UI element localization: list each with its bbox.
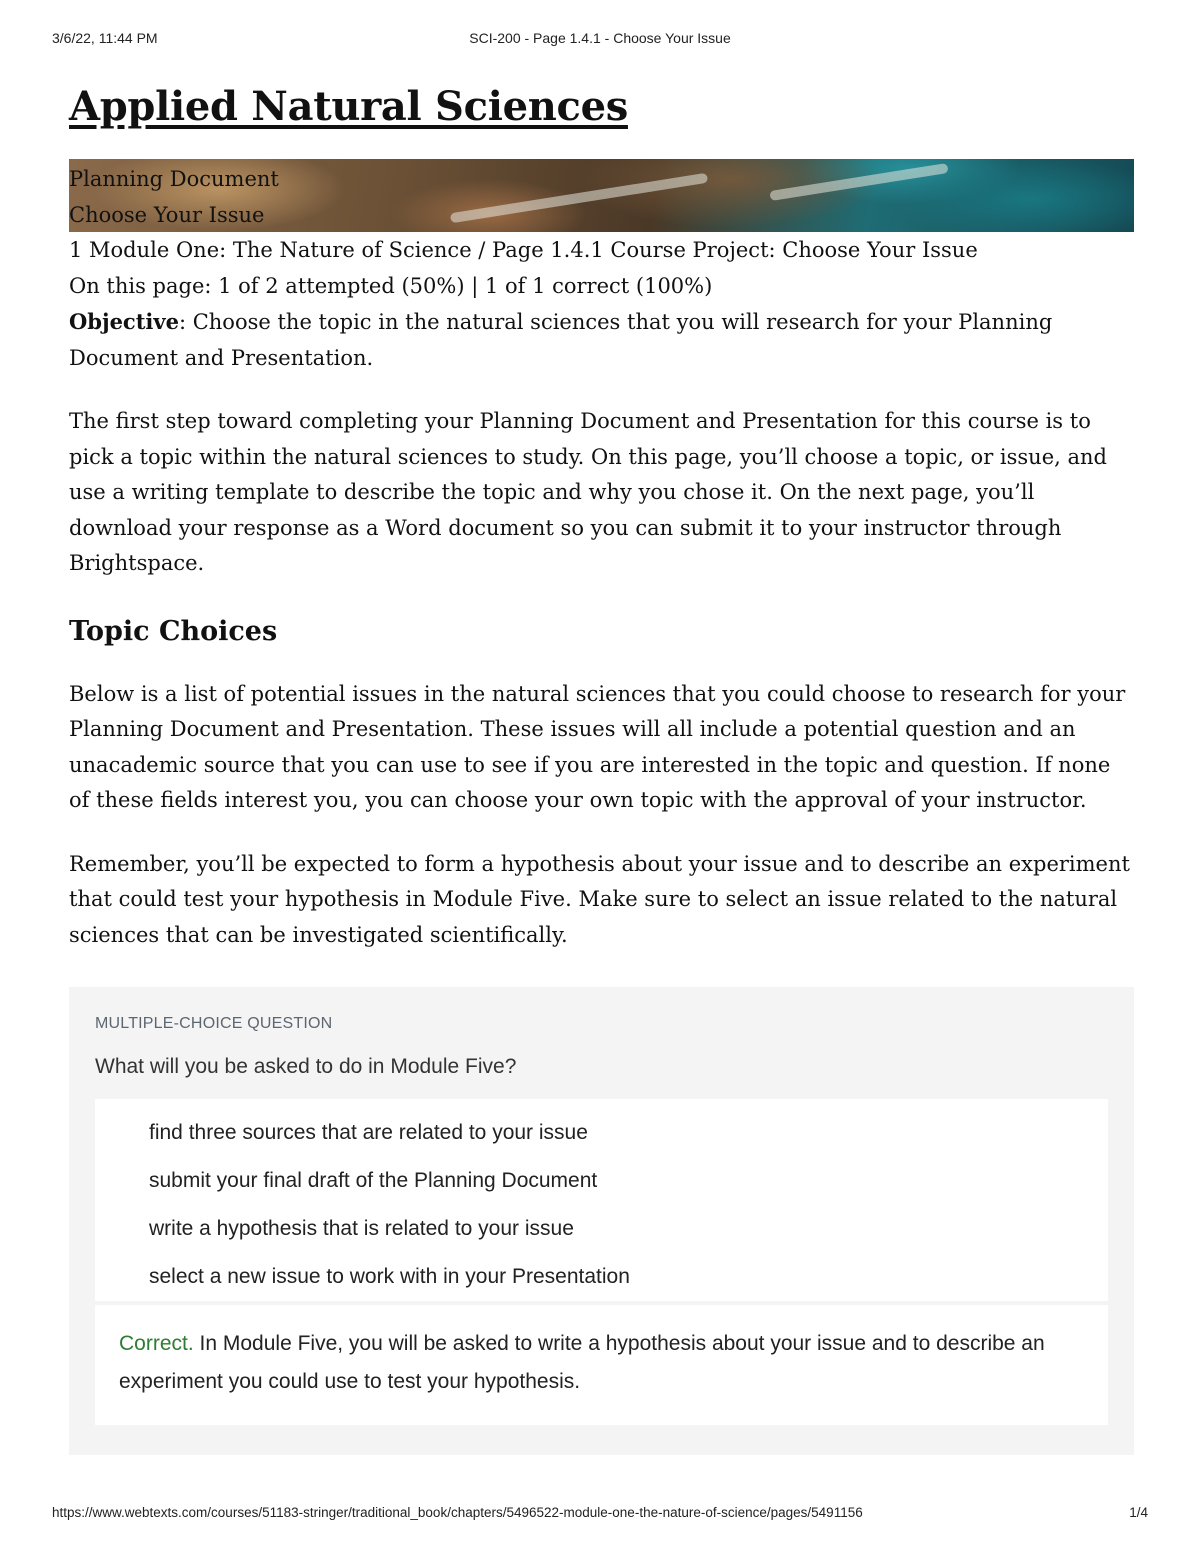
breadcrumb: 1 Module One: The Nature of Science / Page 1.4.1 Course Project: Choose Your Issue [69, 238, 978, 262]
question-text: What will you be asked to do in Module Five? [95, 1055, 517, 1078]
topic-choices-paragraph: Below is a list of potential issues in the natural sciences that you could choose to research for your Planning Document and Presentation. These issues will all include a potential question and an unacademic source that you can use to see if you are interested in the topic and question. If none of these fields interest you, you can choose your own topic with the approval of your instructor. [69, 681, 1126, 812]
print-page-title: SCI-200 - Page 1.4.1 - Choose Your Issue [469, 30, 731, 46]
page-banner [69, 159, 1134, 232]
site-title[interactable]: Applied Natural Sciences [69, 83, 628, 130]
print-footer [52, 1505, 1148, 1525]
page-number: 1/4 [1129, 1505, 1148, 1520]
objective-paragraph [69, 304, 1134, 376]
objective-text: : Choose the topic in the natural sciences that you will research for your Planning Document and Presentation. [69, 310, 1053, 370]
reminder-paragraph: Remember, you’ll be expected to form a hypothesis about your issue and to describe an experiment that could test your hypothesis in Module Five. Make sure to select an issue related to the natural sciences that can be investigated scientifically. [69, 851, 1130, 947]
page-url: https://www.webtexts.com/courses/51183-stringer/traditional_book/chapters/5496522-module-one-the-nature-of-science/pages/5491156 [52, 1505, 863, 1520]
intro-paragraph: The first step toward completing your Planning Document and Presentation for this course is to pick a topic within the natural sciences to study. On this page, you’ll choose a topic, or issue, and use a writing template to describe the topic and why you chose it. On the next page, you’ll download your response as a Word document so you can submit it to your instructor through Brightspace. [69, 409, 1107, 575]
main-content [69, 80, 1134, 1455]
banner-decoration [769, 163, 948, 201]
print-date: 3/6/22, 11:44 PM [52, 30, 158, 46]
answer-options [95, 1099, 1108, 1301]
objective-label: Objective [69, 309, 179, 334]
question-type-label: MULTIPLE-CHOICE QUESTION [95, 1015, 333, 1032]
feedback-status: Correct. [119, 1332, 194, 1355]
feedback-text: In Module Five, you will be asked to write a hypothesis about your issue and to describe an experiment you could use to test your hypothesis. [119, 1332, 1045, 1393]
answer-option[interactable]: submit your final draft of the Planning Document [149, 1169, 598, 1192]
answer-option[interactable]: find three sources that are related to your issue [149, 1121, 588, 1144]
banner-line-planning-document: Planning Document [69, 167, 279, 191]
multiple-choice-question [69, 987, 1134, 1455]
banner-text [69, 161, 279, 232]
page-progress: On this page: 1 of 2 attempted (50%) | 1 of 1 correct (100%) [69, 274, 713, 298]
banner-decoration [450, 173, 708, 224]
print-header [52, 30, 1148, 50]
answer-option[interactable]: select a new issue to work with in your Presentation [149, 1265, 630, 1288]
answer-option[interactable]: write a hypothesis that is related to your issue [149, 1217, 574, 1240]
answer-feedback [95, 1305, 1108, 1425]
section-heading-topic-choices: Topic Choices [69, 615, 278, 647]
banner-line-choose-your-issue: Choose Your Issue [69, 203, 265, 227]
